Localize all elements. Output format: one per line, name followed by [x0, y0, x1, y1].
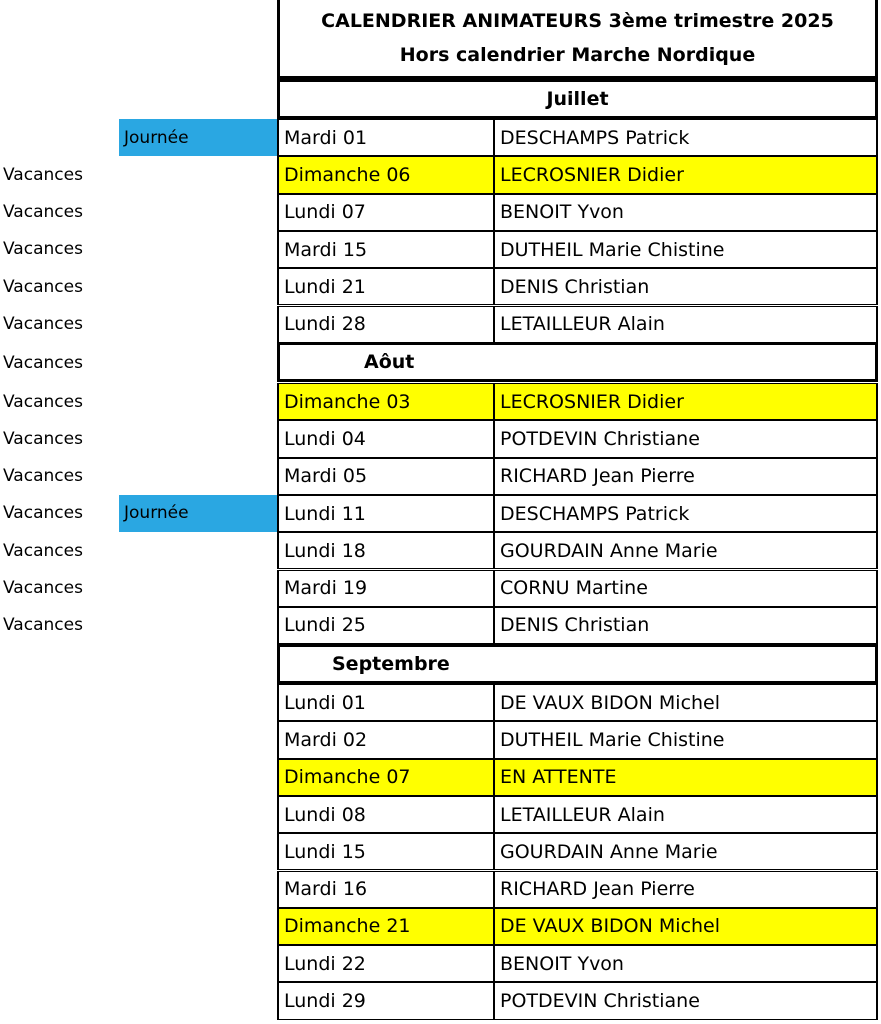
date-cell: Dimanche 07 [277, 759, 494, 796]
animator-name-cell: DESCHAMPS Patrick [494, 119, 878, 156]
date-cell: Lundi 01 [277, 684, 494, 721]
calendar-title-box [277, 0, 878, 79]
date-cell: Dimanche 03 [277, 383, 494, 420]
animator-name-cell: LETAILLEUR Alain [494, 306, 878, 343]
vacances-label: Vacances [3, 276, 83, 297]
date-cell: Dimanche 21 [277, 908, 494, 945]
month-header-juillet [277, 79, 878, 119]
animator-name-cell: BENOIT Yvon [494, 945, 878, 982]
date-cell: Lundi 18 [277, 532, 494, 569]
date-cell: Lundi 21 [277, 268, 494, 305]
animator-name-cell: CORNU Martine [494, 570, 878, 607]
vacances-label: Vacances [3, 314, 83, 334]
animator-name-cell: LETAILLEUR Alain [494, 796, 878, 833]
date-cell: Lundi 22 [277, 945, 494, 982]
date-cell: Lundi 28 [277, 306, 494, 343]
calendar-title: CALENDRIER ANIMATEURS 3ème trimestre 2025 [321, 10, 834, 32]
animator-name-cell: GOURDAIN Anne Marie [494, 833, 878, 870]
vacances-label: Vacances [3, 503, 83, 524]
date-cell: Lundi 08 [277, 796, 494, 833]
vacances-label: Vacances [3, 164, 83, 185]
animator-name-cell: DE VAUX BIDON Michel [494, 684, 878, 721]
vacances-label: Vacances [3, 202, 83, 223]
vacances-label: Vacances [3, 391, 83, 412]
animator-name-cell: DE VAUX BIDON Michel [494, 908, 878, 945]
date-cell: Mardi 15 [277, 231, 494, 268]
month-header-aout [277, 342, 878, 382]
animator-name-cell: BENOIT Yvon [494, 194, 878, 231]
animator-name-cell: DENIS Christian [494, 268, 878, 305]
date-cell: Mardi 19 [277, 570, 494, 607]
calendar-subtitle: Hors calendrier Marche Nordique [399, 44, 756, 66]
animator-name-cell: POTDEVIN Christiane [494, 982, 878, 1019]
animator-name-cell: LECROSNIER Didier [494, 383, 878, 420]
month-label: Juillet [546, 88, 609, 110]
month-header-septembre [277, 644, 878, 684]
date-cell: Mardi 01 [277, 119, 494, 156]
animator-name-cell: DUTHEIL Marie Chistine [494, 721, 878, 758]
date-cell: Mardi 16 [277, 871, 494, 908]
date-cell: Lundi 11 [277, 495, 494, 532]
animator-name-cell: EN ATTENTE [494, 759, 878, 796]
date-cell: Dimanche 06 [277, 156, 494, 193]
date-cell: Lundi 25 [277, 607, 494, 644]
journee-badge: Journée [119, 119, 277, 156]
vacances-label: Vacances [3, 578, 83, 598]
animator-name-cell: DESCHAMPS Patrick [494, 495, 878, 532]
vacances-label: Vacances [3, 352, 83, 373]
journee-badge: Journée [119, 495, 277, 532]
month-label: Septembre [332, 653, 450, 675]
animator-name-cell: RICHARD Jean Pierre [494, 458, 878, 495]
month-label: Aôut [364, 351, 415, 373]
date-cell: Lundi 07 [277, 194, 494, 231]
vacances-label: Vacances [3, 239, 83, 260]
date-cell: Mardi 02 [277, 721, 494, 758]
animator-name-cell: LECROSNIER Didier [494, 156, 878, 193]
animator-name-cell: DENIS Christian [494, 607, 878, 644]
date-cell: Mardi 05 [277, 458, 494, 495]
vacances-label: Vacances [3, 540, 83, 561]
date-cell: Lundi 15 [277, 833, 494, 870]
vacances-label: Vacances [3, 615, 83, 636]
date-cell: Lundi 29 [277, 982, 494, 1019]
date-cell: Lundi 04 [277, 420, 494, 457]
vacances-label: Vacances [3, 466, 83, 487]
animator-name-cell: DUTHEIL Marie Chistine [494, 231, 878, 268]
animator-name-cell: GOURDAIN Anne Marie [494, 532, 878, 569]
vacances-label: Vacances [3, 428, 83, 449]
animator-name-cell: RICHARD Jean Pierre [494, 871, 878, 908]
animator-name-cell: POTDEVIN Christiane [494, 420, 878, 457]
